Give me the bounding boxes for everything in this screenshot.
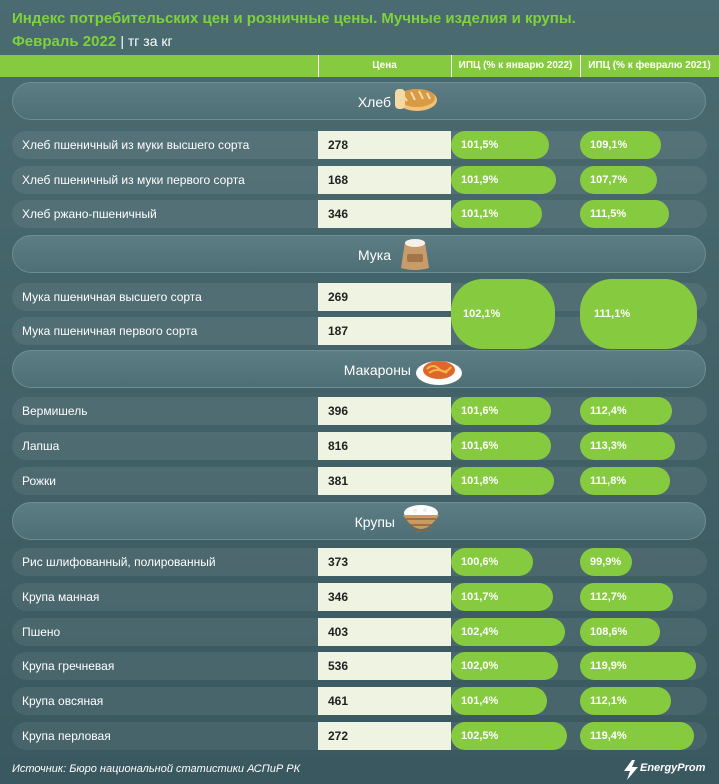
- row-name: Вермишель: [22, 404, 88, 418]
- price-value: 269: [328, 290, 349, 304]
- title-block: [12, 8, 712, 53]
- cpi-feb-label: 119,9%: [590, 660, 627, 673]
- cpi-feb-label: 119,4%: [590, 730, 627, 742]
- cpi-feb-label: 99,9%: [590, 556, 622, 568]
- cpi-jan-label: 102,5%: [461, 730, 499, 742]
- row-name: Хлеб ржано-пшеничный: [22, 207, 157, 221]
- bread-icon: [395, 81, 443, 119]
- cpi-jan-label: 102,1%: [463, 308, 501, 320]
- cpi-jan-label: 101,7%: [461, 590, 499, 603]
- cpi-jan-bar: [451, 432, 551, 460]
- cpi-jan-label: 102,4%: [461, 625, 499, 638]
- cpi-jan-bar: [451, 583, 553, 611]
- table-row: [12, 583, 707, 611]
- cpi-feb-bar: [580, 397, 672, 425]
- section-title: Хлеб: [357, 94, 391, 110]
- price-cell: [318, 687, 451, 715]
- table-row: [12, 687, 707, 715]
- cpi-jan-bar: [451, 722, 567, 750]
- section-header: [12, 82, 706, 120]
- price-cell: [318, 200, 451, 228]
- price-value: 278: [328, 138, 349, 152]
- row-name: Крупа гречневая: [22, 659, 115, 674]
- cpi-feb-bar: [580, 131, 661, 159]
- cpi-feb-label: 112,1%: [590, 695, 627, 708]
- table-row: [12, 200, 707, 228]
- price-cell: [318, 548, 451, 576]
- price-cell: [318, 317, 451, 345]
- row-name: Лапша: [22, 439, 60, 453]
- table-row: [12, 467, 707, 495]
- cpi-feb-bar: [580, 722, 694, 750]
- cpi-feb-label: 109,1%: [590, 139, 628, 151]
- flour-sack-icon: [395, 234, 443, 272]
- cpi-jan-bar: [451, 652, 558, 680]
- cpi-feb-label: 111,8%: [590, 475, 627, 487]
- cpi-jan-bar: [451, 279, 555, 349]
- row-name: Крупа манная: [22, 589, 100, 604]
- price-cell: [318, 283, 451, 311]
- cpi-jan-label: 101,6%: [461, 405, 499, 417]
- cpi-jan-label: 101,8%: [461, 475, 499, 487]
- cpi-feb-bar: [580, 467, 670, 495]
- cpi-jan-bar: [451, 548, 533, 576]
- cpi-feb-bar: [580, 548, 632, 576]
- cpi-jan-label: 101,5%: [461, 139, 499, 151]
- cpi-jan-bar: [451, 618, 565, 646]
- price-value: 272: [328, 729, 349, 743]
- price-value: 346: [328, 589, 349, 604]
- cpi-feb-bar: [580, 279, 697, 349]
- cpi-feb-label: 107,7%: [590, 173, 628, 186]
- cpi-feb-label: 112,4%: [590, 405, 627, 417]
- price-cell: [318, 397, 451, 425]
- table-row: [12, 397, 707, 425]
- row-name: Мука пшеничная первого сорта: [22, 324, 198, 338]
- row-name: Рис шлифованный, полированный: [22, 555, 216, 569]
- table-row: [12, 166, 707, 194]
- table-header: [0, 55, 719, 77]
- price-value: 373: [328, 555, 349, 569]
- price-cell: [318, 467, 451, 495]
- header-cpi-feb: ИПЦ (% к февралю 2021): [588, 60, 711, 71]
- price-value: 536: [328, 659, 349, 674]
- cpi-feb-bar: [580, 583, 673, 611]
- price-value: 816: [328, 439, 349, 453]
- table-row: [12, 618, 707, 646]
- cpi-jan-label: 101,9%: [461, 173, 499, 186]
- cpi-feb-bar: [580, 166, 657, 194]
- section-title: Мука: [357, 247, 391, 263]
- price-cell: [318, 652, 451, 680]
- chart-title: Индекс потребительских цен и розничные цены. Мучные изделия и крупы.: [12, 10, 576, 27]
- price-cell: [318, 618, 451, 646]
- section-title: Макароны: [343, 362, 411, 378]
- rice-bowl-icon: [399, 501, 447, 539]
- section-header: [12, 350, 706, 388]
- price-value: 187: [328, 324, 349, 338]
- price-cell: [318, 722, 451, 750]
- price-cell: [318, 131, 451, 159]
- cpi-feb-label: 112,7%: [590, 590, 627, 603]
- cpi-jan-bar: [451, 131, 549, 159]
- cpi-feb-bar: [580, 432, 675, 460]
- table-row: [12, 432, 707, 460]
- section-header: [12, 235, 706, 273]
- row-name: Хлеб пшеничный из муки первого сорта: [22, 172, 245, 187]
- section-header: [12, 502, 706, 540]
- row-name: Пшено: [22, 624, 61, 639]
- price-cell: [318, 583, 451, 611]
- cpi-jan-bar: [451, 166, 556, 194]
- price-value: 403: [328, 624, 349, 639]
- cpi-jan-label: 101,4%: [461, 695, 499, 708]
- price-cell: [318, 432, 451, 460]
- lightning-icon: [622, 760, 640, 780]
- brand-logo: [622, 760, 706, 780]
- cpi-feb-label: 113,3%: [590, 440, 627, 452]
- cpi-jan-label: 101,1%: [461, 208, 499, 220]
- cpi-feb-bar: [580, 652, 696, 680]
- price-cell: [318, 166, 451, 194]
- cpi-jan-label: 101,6%: [461, 440, 499, 452]
- price-value: 346: [328, 207, 349, 221]
- pasta-plate-icon: [415, 349, 463, 387]
- cpi-feb-bar: [580, 618, 660, 646]
- header-price: Цена: [372, 60, 397, 71]
- cpi-jan-bar: [451, 467, 554, 495]
- price-value: 168: [328, 172, 349, 187]
- cpi-feb-bar: [580, 687, 671, 715]
- cpi-jan-label: 100,6%: [461, 556, 499, 568]
- price-value: 381: [328, 474, 349, 488]
- brand-name: EnergyProm: [640, 762, 706, 774]
- row-name: Хлеб пшеничный из муки высшего сорта: [22, 138, 250, 152]
- table-row: [12, 131, 707, 159]
- chart-subtitle: Февраль 2022: [12, 33, 117, 50]
- row-name: Крупа перловая: [22, 729, 111, 743]
- row-name: Мука пшеничная высшего сорта: [22, 290, 202, 304]
- table-row: [12, 652, 707, 680]
- table-row: [12, 548, 707, 576]
- price-value: 396: [328, 404, 349, 418]
- table-row: [12, 722, 707, 750]
- cpi-feb-label: 111,5%: [590, 208, 627, 220]
- cpi-jan-bar: [451, 200, 542, 228]
- cpi-jan-bar: [451, 687, 547, 715]
- unit-label: | тг за кг: [120, 33, 173, 49]
- source-note: Источник: Бюро национальной статистики АСПиР РК: [12, 763, 301, 775]
- row-name: Рожки: [22, 474, 56, 488]
- cpi-feb-label: 108,6%: [590, 625, 628, 638]
- cpi-jan-bar: [451, 397, 551, 425]
- chart-subtitle-line: [12, 30, 712, 53]
- cpi-jan-label: 102,0%: [461, 660, 499, 673]
- row-name: Крупа овсяная: [22, 694, 104, 709]
- cpi-feb-bar: [580, 200, 669, 228]
- price-value: 461: [328, 694, 349, 709]
- cpi-feb-label: 111,1%: [594, 308, 631, 320]
- section-title: Крупы: [354, 514, 395, 530]
- header-cpi-jan: ИПЦ (% к январю 2022): [458, 60, 573, 71]
